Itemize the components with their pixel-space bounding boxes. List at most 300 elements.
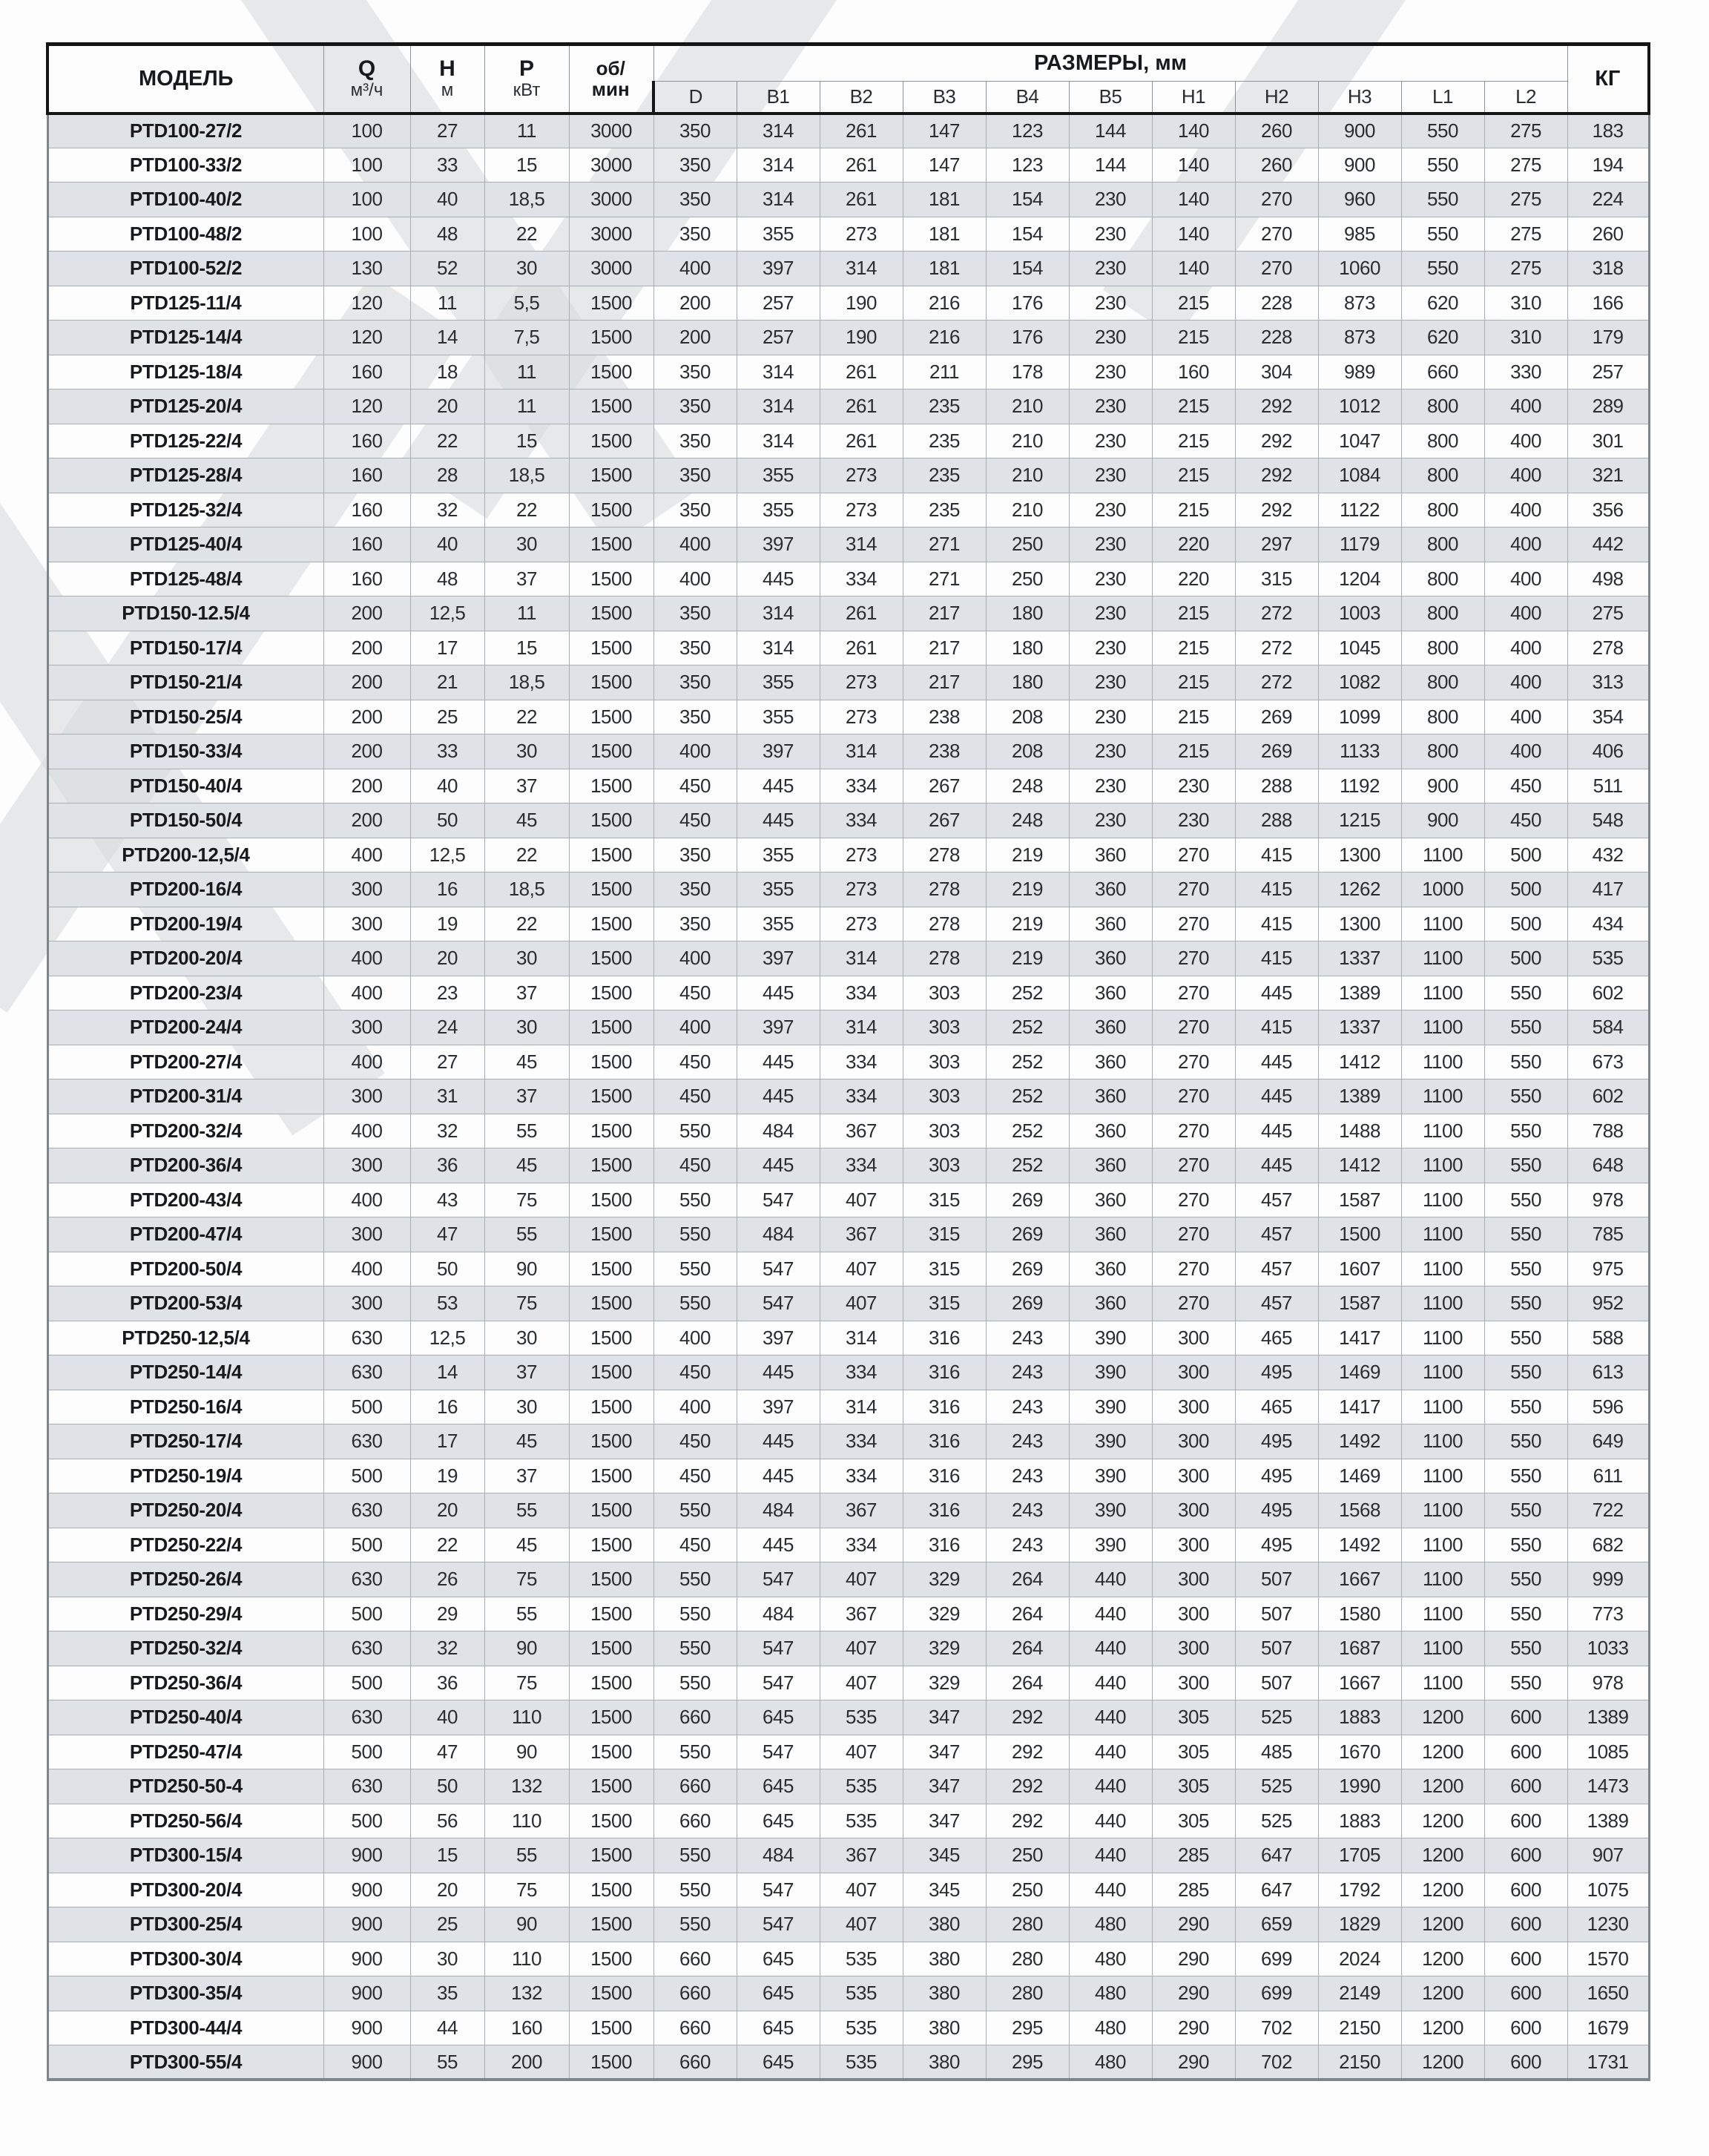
value-cell: 547: [737, 1252, 820, 1286]
value-cell: 380: [903, 1907, 986, 1942]
value-cell: 397: [737, 1010, 820, 1045]
value-cell: 1412: [1318, 1045, 1401, 1079]
value-cell: 270: [1152, 1217, 1235, 1252]
value-cell: 14: [410, 1355, 484, 1390]
value-cell: 1500: [569, 1459, 653, 1493]
value-cell: 1500: [569, 1562, 653, 1597]
column-header-p: [484, 45, 569, 114]
value-cell: 550: [653, 1493, 737, 1528]
value-cell: 1587: [1318, 1286, 1401, 1321]
value-cell: 31: [410, 1079, 484, 1114]
value-cell: 29: [410, 1597, 484, 1631]
value-cell: 1100: [1401, 1286, 1484, 1321]
value-cell: 40: [410, 528, 484, 562]
value-cell: 181: [903, 252, 986, 286]
value-cell: 314: [820, 941, 903, 976]
value-cell: 407: [820, 1873, 903, 1907]
value-cell: 400: [1484, 665, 1567, 700]
value-cell: 900: [323, 1976, 410, 2011]
value-cell: 550: [1484, 1148, 1567, 1183]
value-cell: 290: [1152, 1942, 1235, 1976]
value-cell: 90: [484, 1631, 569, 1666]
value-cell: 484: [737, 1217, 820, 1252]
value-cell: 314: [737, 424, 820, 459]
column-group-dimensions: РАЗМЕРЫ, мм: [653, 45, 1567, 82]
value-cell: 345: [903, 1838, 986, 1873]
model-cell: PTD200-19/4: [47, 907, 323, 941]
value-cell: 220: [1152, 562, 1235, 596]
value-cell: 1075: [1567, 1873, 1649, 1907]
value-cell: 2150: [1318, 2011, 1401, 2045]
value-cell: 500: [1484, 941, 1567, 976]
value-cell: 900: [1401, 803, 1484, 838]
value-cell: 434: [1567, 907, 1649, 941]
value-cell: 1500: [569, 838, 653, 872]
value-cell: 215: [1152, 459, 1235, 493]
value-cell: 100: [323, 148, 410, 183]
value-cell: 300: [1152, 1424, 1235, 1459]
value-cell: 15: [410, 1838, 484, 1873]
model-cell: PTD125-40/4: [47, 528, 323, 562]
value-cell: 800: [1401, 734, 1484, 769]
value-cell: 1500: [569, 872, 653, 907]
value-cell: 75: [484, 1286, 569, 1321]
value-cell: 216: [903, 321, 986, 355]
column-header-kg: КГ: [1567, 45, 1649, 114]
value-cell: 360: [1069, 941, 1152, 976]
value-cell: 440: [1069, 1735, 1152, 1769]
value-cell: 217: [903, 596, 986, 631]
value-cell: 215: [1152, 665, 1235, 700]
value-cell: 596: [1567, 1390, 1649, 1424]
value-cell: 1500: [569, 1597, 653, 1631]
value-cell: 270: [1152, 976, 1235, 1010]
value-cell: 550: [1484, 1183, 1567, 1217]
value-cell: 450: [653, 1528, 737, 1562]
value-cell: 314: [820, 1321, 903, 1355]
value-cell: 200: [323, 734, 410, 769]
value-cell: 275: [1484, 148, 1567, 183]
value-cell: 360: [1069, 1114, 1152, 1148]
model-cell: PTD125-28/4: [47, 459, 323, 493]
value-cell: 1200: [1401, 1907, 1484, 1942]
value-cell: 800: [1401, 390, 1484, 424]
value-cell: 24: [410, 1010, 484, 1045]
value-cell: 800: [1401, 631, 1484, 665]
value-cell: 367: [820, 1838, 903, 1873]
table-row: [47, 562, 1649, 596]
value-cell: 1100: [1401, 1390, 1484, 1424]
table-row: [47, 872, 1649, 907]
value-cell: 243: [986, 1528, 1069, 1562]
value-cell: 1500: [569, 286, 653, 321]
model-cell: PTD150-40/4: [47, 769, 323, 803]
value-cell: 550: [653, 1217, 737, 1252]
value-cell: 400: [1484, 596, 1567, 631]
value-cell: 1500: [569, 355, 653, 390]
value-cell: 334: [820, 1045, 903, 1079]
value-cell: 660: [1401, 355, 1484, 390]
value-cell: 1500: [569, 1114, 653, 1148]
value-cell: 25: [410, 1907, 484, 1942]
value-cell: 261: [820, 596, 903, 631]
value-cell: 200: [484, 2045, 569, 2080]
value-cell: 1500: [569, 907, 653, 941]
value-cell: 354: [1567, 700, 1649, 734]
value-cell: 550: [1484, 1493, 1567, 1528]
value-cell: 1192: [1318, 769, 1401, 803]
value-cell: 183: [1567, 114, 1649, 148]
value-cell: 660: [653, 1804, 737, 1838]
value-cell: 310: [1484, 286, 1567, 321]
value-cell: 800: [1401, 562, 1484, 596]
value-cell: 273: [820, 838, 903, 872]
value-cell: 550: [653, 1838, 737, 1873]
model-cell: PTD125-32/4: [47, 493, 323, 528]
value-cell: 347: [903, 1700, 986, 1735]
value-cell: 200: [323, 631, 410, 665]
value-cell: 400: [1484, 390, 1567, 424]
model-cell: PTD200-31/4: [47, 1079, 323, 1114]
model-cell: PTD200-23/4: [47, 976, 323, 1010]
value-cell: 630: [323, 1424, 410, 1459]
value-cell: 7,5: [484, 321, 569, 355]
table-row: [47, 1838, 1649, 1873]
value-cell: 300: [323, 1010, 410, 1045]
value-cell: 445: [737, 803, 820, 838]
value-cell: 989: [1318, 355, 1401, 390]
value-cell: 300: [323, 907, 410, 941]
value-cell: 507: [1235, 1666, 1318, 1700]
value-cell: 275: [1484, 114, 1567, 148]
value-cell: 699: [1235, 1942, 1318, 1976]
value-cell: 511: [1567, 769, 1649, 803]
value-cell: 450: [1484, 803, 1567, 838]
value-cell: 360: [1069, 1045, 1152, 1079]
value-cell: 355: [737, 459, 820, 493]
column-header-h: [410, 45, 484, 114]
model-cell: PTD150-50/4: [47, 803, 323, 838]
value-cell: 270: [1152, 1252, 1235, 1286]
value-cell: 900: [323, 1942, 410, 1976]
value-cell: 314: [820, 528, 903, 562]
table-row: [47, 1114, 1649, 1148]
value-cell: 347: [903, 1769, 986, 1804]
value-cell: 1500: [569, 941, 653, 976]
value-cell: 1792: [1318, 1873, 1401, 1907]
value-cell: 200: [323, 803, 410, 838]
value-cell: 645: [737, 1976, 820, 2011]
value-cell: 1100: [1401, 1252, 1484, 1286]
value-cell: 144: [1069, 114, 1152, 148]
value-cell: 48: [410, 217, 484, 252]
value-cell: 37: [484, 769, 569, 803]
value-cell: 600: [1484, 1700, 1567, 1735]
value-cell: 600: [1484, 1873, 1567, 1907]
value-cell: 272: [1235, 596, 1318, 631]
table-row: [47, 907, 1649, 941]
value-cell: 660: [653, 1700, 737, 1735]
value-cell: 243: [986, 1355, 1069, 1390]
value-cell: 1500: [569, 1252, 653, 1286]
value-cell: 120: [323, 286, 410, 321]
value-cell: 1500: [569, 1045, 653, 1079]
value-cell: 261: [820, 424, 903, 459]
value-cell: 660: [653, 2045, 737, 2080]
value-cell: 350: [653, 596, 737, 631]
value-cell: 1500: [569, 1183, 653, 1217]
value-cell: 800: [1401, 424, 1484, 459]
value-cell: 1500: [569, 1976, 653, 2011]
value-cell: 269: [986, 1252, 1069, 1286]
value-cell: 314: [737, 355, 820, 390]
value-cell: 1200: [1401, 1942, 1484, 1976]
table-row: [47, 1390, 1649, 1424]
value-cell: 397: [737, 1321, 820, 1355]
model-cell: PTD200-47/4: [47, 1217, 323, 1252]
value-cell: 350: [653, 424, 737, 459]
value-cell: 37: [484, 976, 569, 1010]
model-cell: PTD200-43/4: [47, 1183, 323, 1217]
value-cell: 355: [737, 665, 820, 700]
table-row: [47, 1217, 1649, 1252]
value-cell: 40: [410, 183, 484, 217]
value-cell: 11: [410, 286, 484, 321]
value-cell: 53: [410, 1286, 484, 1321]
value-cell: 210: [986, 424, 1069, 459]
value-cell: 5,5: [484, 286, 569, 321]
value-cell: 457: [1235, 1286, 1318, 1321]
value-cell: 417: [1567, 872, 1649, 907]
model-cell: PTD250-16/4: [47, 1390, 323, 1424]
table-row: [47, 596, 1649, 631]
value-cell: 3000: [569, 114, 653, 148]
value-cell: 90: [484, 1735, 569, 1769]
value-cell: 1100: [1401, 1424, 1484, 1459]
value-cell: 440: [1069, 1700, 1152, 1735]
value-cell: 440: [1069, 1769, 1152, 1804]
table-row: [47, 976, 1649, 1010]
value-cell: 1100: [1401, 1183, 1484, 1217]
value-cell: 550: [1484, 1597, 1567, 1631]
table-row: [47, 493, 1649, 528]
value-cell: 445: [737, 1459, 820, 1493]
model-cell: PTD150-12.5/4: [47, 596, 323, 631]
value-cell: 390: [1069, 1528, 1152, 1562]
value-cell: 480: [1069, 1976, 1152, 2011]
value-cell: 300: [323, 1148, 410, 1183]
value-cell: 3000: [569, 148, 653, 183]
value-cell: 300: [1152, 1321, 1235, 1355]
value-cell: 1500: [569, 321, 653, 355]
value-cell: 550: [1484, 1114, 1567, 1148]
value-cell: 243: [986, 1459, 1069, 1493]
column-header-h1: H1: [1152, 82, 1235, 114]
value-cell: 272: [1235, 631, 1318, 665]
value-cell: 630: [323, 1562, 410, 1597]
value-cell: 238: [903, 734, 986, 769]
value-cell: 17: [410, 631, 484, 665]
value-cell: 50: [410, 1769, 484, 1804]
table-row: [47, 217, 1649, 252]
value-cell: 450: [653, 1459, 737, 1493]
value-cell: 630: [323, 1321, 410, 1355]
column-header-model: МОДЕЛЬ: [47, 45, 323, 114]
value-cell: 215: [1152, 596, 1235, 631]
value-cell: 110: [484, 1942, 569, 1976]
value-cell: 261: [820, 114, 903, 148]
value-cell: 535: [820, 2011, 903, 2045]
value-cell: 300: [1152, 1666, 1235, 1700]
value-cell: 295: [986, 2045, 1069, 2080]
value-cell: 407: [820, 1631, 903, 1666]
table-row: [47, 941, 1649, 976]
value-cell: 407: [820, 1907, 903, 1942]
value-cell: 500: [323, 1597, 410, 1631]
value-cell: 154: [986, 217, 1069, 252]
value-cell: 400: [1484, 424, 1567, 459]
value-cell: 1045: [1318, 631, 1401, 665]
value-cell: 445: [1235, 1079, 1318, 1114]
value-cell: 18,5: [484, 872, 569, 907]
value-cell: 123: [986, 148, 1069, 183]
value-cell: 1179: [1318, 528, 1401, 562]
table-row: [47, 183, 1649, 217]
value-cell: 350: [653, 390, 737, 424]
value-cell: 550: [1484, 1010, 1567, 1045]
value-cell: 400: [323, 1114, 410, 1148]
value-cell: 1667: [1318, 1666, 1401, 1700]
value-cell: 314: [820, 1010, 903, 1045]
value-cell: 600: [1484, 1735, 1567, 1769]
value-cell: 55: [484, 1217, 569, 1252]
p-unit: кВт: [513, 79, 541, 100]
value-cell: 33: [410, 734, 484, 769]
value-cell: 303: [903, 1010, 986, 1045]
value-cell: 978: [1567, 1183, 1649, 1217]
value-cell: 314: [737, 148, 820, 183]
value-cell: 140: [1152, 183, 1235, 217]
value-cell: 243: [986, 1424, 1069, 1459]
value-cell: 673: [1567, 1045, 1649, 1079]
value-cell: 900: [323, 1838, 410, 1873]
value-cell: 400: [1484, 734, 1567, 769]
model-cell: PTD200-50/4: [47, 1252, 323, 1286]
value-cell: 702: [1235, 2011, 1318, 2045]
model-cell: PTD250-40/4: [47, 1700, 323, 1735]
value-cell: 230: [1069, 631, 1152, 665]
value-cell: 280: [986, 1942, 1069, 1976]
value-cell: 1883: [1318, 1804, 1401, 1838]
value-cell: 800: [1401, 596, 1484, 631]
value-cell: 1500: [569, 1631, 653, 1666]
value-cell: 356: [1567, 493, 1649, 528]
value-cell: 194: [1567, 148, 1649, 183]
value-cell: 400: [653, 1010, 737, 1045]
value-cell: 32: [410, 1114, 484, 1148]
value-cell: 1731: [1567, 2045, 1649, 2080]
value-cell: 100: [323, 114, 410, 148]
model-cell: PTD300-55/4: [47, 2045, 323, 2080]
value-cell: 290: [1152, 2045, 1235, 2080]
value-cell: 230: [1069, 665, 1152, 700]
value-cell: 230: [1152, 769, 1235, 803]
table-row: [47, 114, 1649, 148]
column-header-b2: B2: [820, 82, 903, 114]
value-cell: 367: [820, 1493, 903, 1528]
model-cell: PTD250-47/4: [47, 1735, 323, 1769]
value-cell: 1829: [1318, 1907, 1401, 1942]
value-cell: 600: [1484, 1838, 1567, 1873]
value-cell: 1215: [1318, 803, 1401, 838]
value-cell: 270: [1235, 252, 1318, 286]
value-cell: 400: [653, 562, 737, 596]
value-cell: 550: [1401, 183, 1484, 217]
value-cell: 264: [986, 1631, 1069, 1666]
model-cell: PTD250-17/4: [47, 1424, 323, 1459]
value-cell: 36: [410, 1148, 484, 1183]
value-cell: 230: [1069, 459, 1152, 493]
value-cell: 1100: [1401, 941, 1484, 976]
value-cell: 300: [1152, 1562, 1235, 1597]
value-cell: 547: [737, 1735, 820, 1769]
table-row: [47, 1148, 1649, 1183]
value-cell: 40: [410, 769, 484, 803]
value-cell: 507: [1235, 1631, 1318, 1666]
value-cell: 269: [1235, 700, 1318, 734]
value-cell: 550: [1484, 1631, 1567, 1666]
value-cell: 140: [1152, 114, 1235, 148]
value-cell: 500: [323, 1459, 410, 1493]
value-cell: 235: [903, 424, 986, 459]
value-cell: 1570: [1567, 1942, 1649, 1976]
value-cell: 360: [1069, 872, 1152, 907]
value-cell: 215: [1152, 700, 1235, 734]
table-row: [47, 1700, 1649, 1735]
value-cell: 243: [986, 1390, 1069, 1424]
value-cell: 367: [820, 1597, 903, 1631]
value-cell: 300: [323, 872, 410, 907]
value-cell: 297: [1235, 528, 1318, 562]
value-cell: 355: [737, 217, 820, 252]
value-cell: 219: [986, 838, 1069, 872]
value-cell: 334: [820, 803, 903, 838]
value-cell: 314: [737, 390, 820, 424]
value-cell: 1500: [569, 976, 653, 1010]
value-cell: 19: [410, 1459, 484, 1493]
value-cell: 1060: [1318, 252, 1401, 286]
table-row: [47, 528, 1649, 562]
value-cell: 300: [323, 1217, 410, 1252]
value-cell: 535: [1567, 941, 1649, 976]
value-cell: 316: [903, 1459, 986, 1493]
model-cell: PTD300-35/4: [47, 1976, 323, 2011]
value-cell: 1047: [1318, 424, 1401, 459]
value-cell: 1568: [1318, 1493, 1401, 1528]
value-cell: 235: [903, 459, 986, 493]
value-cell: 1500: [569, 1493, 653, 1528]
value-cell: 547: [737, 1873, 820, 1907]
value-cell: 480: [1069, 1942, 1152, 1976]
value-cell: 600: [1484, 1769, 1567, 1804]
q-unit: м³/ч: [350, 79, 383, 100]
value-cell: 550: [1484, 1666, 1567, 1700]
column-header-h3: H3: [1318, 82, 1401, 114]
value-cell: 50: [410, 1252, 484, 1286]
value-cell: 17: [410, 1424, 484, 1459]
value-cell: 550: [1484, 1562, 1567, 1597]
value-cell: 660: [653, 1942, 737, 1976]
